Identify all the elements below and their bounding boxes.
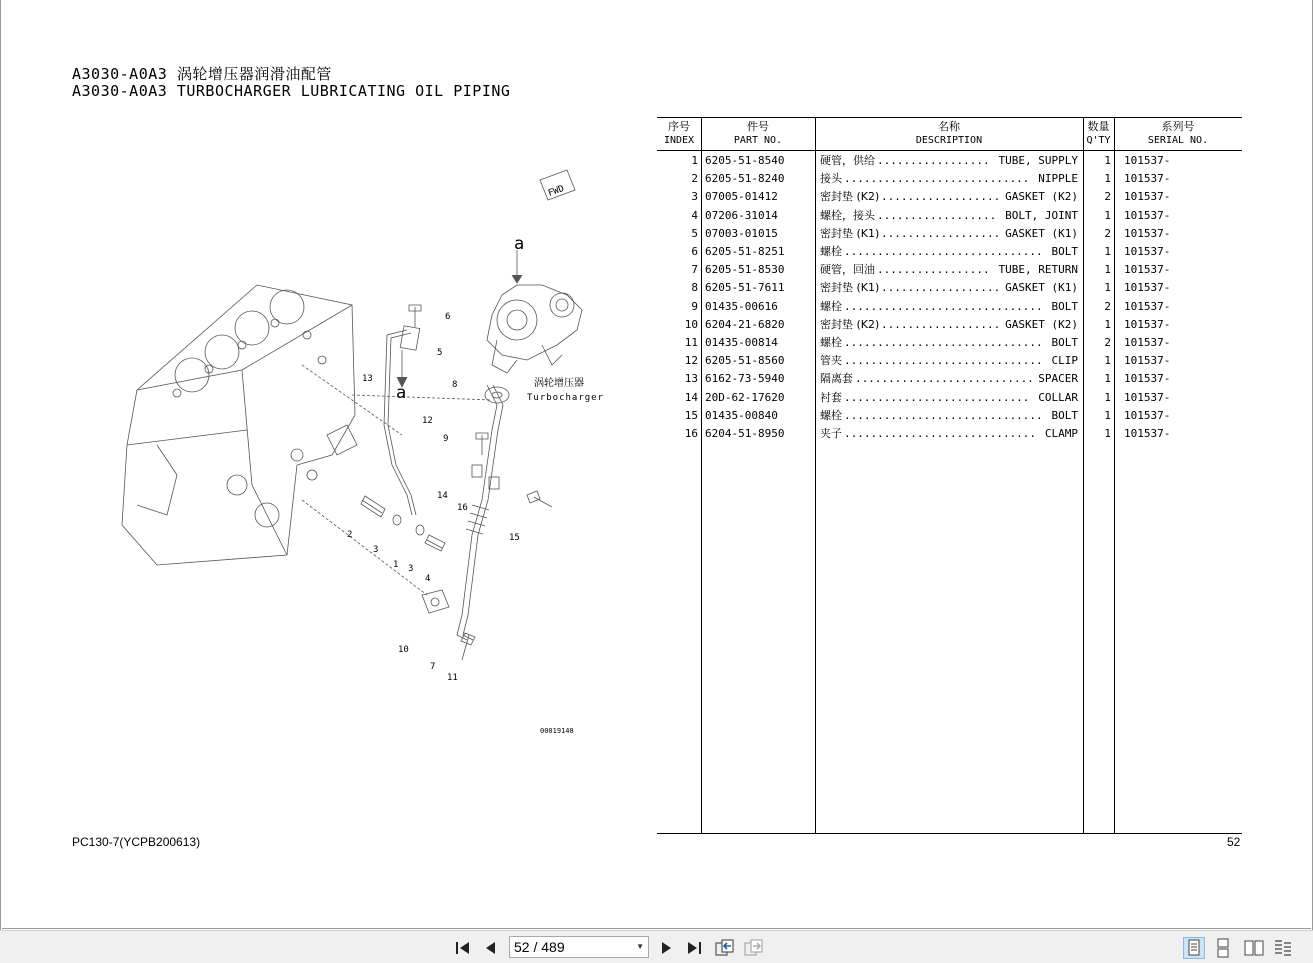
row-index: 6 (691, 245, 698, 258)
callout-15: 15 (509, 533, 520, 543)
parts-table (657, 117, 1242, 834)
model-code: PC130-7(YCPB200613) (72, 835, 201, 849)
row-serial: 101537- (1124, 154, 1171, 167)
row-leader-dots: .................. (881, 317, 1001, 331)
row-part-no: 07003-01015 (705, 226, 778, 240)
fwd-label: FWD (546, 183, 566, 199)
page-display: 52 / 489 (514, 939, 565, 955)
row-leader-dots: .............................. (844, 299, 1043, 313)
row-qty: 2 (1104, 299, 1111, 313)
callout-13: 13 (362, 374, 373, 384)
row-leader-dots: .............................. (844, 408, 1043, 422)
row-qty: 1 (1104, 172, 1111, 186)
row-part-no: 20D-62-17620 (705, 390, 785, 404)
row-qty: 2 (1104, 336, 1111, 349)
header-serial: 系列号 SERIAL NO. (1147, 120, 1209, 146)
row-desc-en: CLAMP (1044, 427, 1078, 440)
row-index: 16 (684, 427, 698, 440)
table-row (657, 152, 1242, 170)
view-label-a: a (514, 234, 525, 254)
row-desc-cn: 螺栓 (820, 336, 842, 349)
callout-14: 14 (437, 491, 448, 501)
row-qty: 2 (1104, 190, 1111, 204)
row-leader-dots: ................. (877, 154, 990, 167)
row-desc-en: GASKET (K1) (1005, 226, 1078, 240)
last-page-icon[interactable] (683, 937, 705, 959)
row-desc-en: SPACER (1038, 372, 1078, 386)
single-page-view-icon[interactable] (1183, 937, 1205, 959)
row-qty: 1 (1104, 372, 1111, 386)
callout-3: 3 (373, 545, 379, 555)
row-qty: 1 (1104, 281, 1111, 295)
table-row (657, 298, 1242, 316)
go-back-icon[interactable] (713, 937, 735, 959)
row-part-no: 01435-00616 (705, 299, 778, 313)
table-row (657, 352, 1242, 370)
row-qty: 1 (1104, 427, 1111, 440)
row-index: 8 (691, 281, 698, 295)
callout-7: 7 (430, 662, 436, 672)
row-leader-dots: .................. (881, 226, 1001, 240)
header-qty: 数量 Q'TY (1086, 120, 1111, 146)
row-desc-cn: 螺栓 (820, 408, 842, 422)
row-desc-en: GASKET (K1) (1005, 281, 1078, 295)
table-row (657, 407, 1242, 425)
table-row (657, 170, 1242, 188)
prev-page-icon[interactable] (480, 937, 502, 959)
table-row (657, 207, 1242, 225)
callout-4: 4 (425, 574, 431, 584)
table-row (657, 225, 1242, 243)
row-index: 4 (691, 208, 698, 222)
row-desc-en: TUBE, RETURN (998, 263, 1078, 277)
row-part-no: 07206-31014 (705, 208, 778, 222)
row-leader-dots: .................. (877, 208, 997, 222)
row-desc-en: COLLAR (1038, 390, 1078, 404)
page-number: 52 (1227, 835, 1241, 849)
row-qty: 1 (1104, 408, 1111, 422)
callout-6: 6 (445, 312, 451, 322)
row-desc-cn: 硬管，回油 (820, 263, 875, 277)
row-index: 11 (684, 336, 698, 349)
navigation-toolbar (0, 930, 1313, 963)
table-row (657, 243, 1242, 261)
row-index: 15 (684, 408, 698, 422)
row-desc-en: CLIP (1051, 354, 1078, 368)
row-part-no: 6205-51-8540 (705, 154, 785, 167)
turbo-label-cn: 涡轮增压器 (534, 378, 584, 389)
row-serial: 101537- (1124, 299, 1171, 313)
row-index: 12 (684, 354, 698, 368)
row-serial: 101537- (1124, 408, 1171, 422)
row-desc-cn: 接头 (820, 172, 842, 186)
row-desc-cn: 螺栓 (820, 299, 842, 313)
table-row (657, 389, 1242, 407)
row-index: 7 (691, 263, 698, 277)
row-desc-cn: 衬套 (820, 390, 842, 404)
facing-view-icon[interactable] (1243, 937, 1265, 959)
header-index: 序号 INDEX (663, 120, 695, 146)
row-qty: 2 (1104, 226, 1111, 240)
go-forward-icon[interactable] (742, 937, 764, 959)
page-number-input[interactable] (509, 936, 649, 958)
row-desc-en: GASKET (K2) (1005, 190, 1078, 204)
row-index: 10 (684, 317, 698, 331)
row-qty: 1 (1104, 317, 1111, 331)
row-serial: 101537- (1124, 208, 1171, 222)
turbo-label-en: Turbocharger (527, 393, 605, 403)
table-row (657, 425, 1242, 443)
callout-5: 5 (437, 348, 443, 358)
row-serial: 101537- (1124, 427, 1171, 440)
callout-8: 8 (452, 380, 458, 390)
row-desc-cn: 密封垫 (K1) (820, 281, 880, 295)
row-desc-en: BOLT (1051, 408, 1078, 422)
row-desc-cn: 螺栓，接头 (820, 208, 875, 222)
row-leader-dots: .............................. (844, 245, 1043, 258)
row-serial: 101537- (1124, 172, 1171, 186)
row-leader-dots: ................. (877, 263, 990, 277)
row-leader-dots: .............................. (844, 336, 1043, 349)
row-index: 3 (691, 190, 698, 204)
row-serial: 101537- (1124, 281, 1171, 295)
row-desc-cn: 隔离套 (820, 372, 853, 386)
row-desc-cn: 硬管，供给 (820, 154, 875, 167)
row-qty: 1 (1104, 245, 1111, 258)
row-serial: 101537- (1124, 390, 1171, 404)
row-desc-en: GASKET (K2) (1005, 317, 1078, 331)
table-row (657, 370, 1242, 388)
row-desc-en: BOLT, JOINT (1005, 208, 1078, 222)
row-qty: 1 (1104, 154, 1111, 167)
row-leader-dots: ............................. (844, 427, 1037, 440)
row-index: 14 (684, 390, 698, 404)
row-qty: 1 (1104, 390, 1111, 404)
row-desc-cn: 螺栓 (820, 245, 842, 258)
page-title-cn: A3030-A0A3 涡轮增压器润滑油配管 (72, 65, 332, 83)
row-index: 5 (691, 226, 698, 240)
row-part-no: 6162-73-5940 (705, 372, 785, 386)
next-page-icon[interactable] (655, 937, 677, 959)
row-index: 1 (691, 154, 698, 167)
row-desc-cn: 夹子 (820, 427, 842, 440)
view-label-a-lower: a (396, 383, 407, 403)
row-qty: 1 (1104, 354, 1111, 368)
header-part-no: 件号 PART NO. (733, 120, 783, 146)
row-qty: 1 (1104, 263, 1111, 277)
first-page-icon[interactable] (452, 937, 474, 959)
row-leader-dots: .............................. (844, 354, 1043, 368)
table-row (657, 279, 1242, 297)
row-part-no: 6205-51-8240 (705, 172, 785, 186)
parts-diagram (97, 155, 617, 755)
chevron-down-icon[interactable]: ▼ (636, 942, 644, 951)
row-desc-en: BOLT (1051, 336, 1078, 349)
row-part-no: 6204-51-8950 (705, 427, 785, 440)
callout-9: 9 (443, 434, 449, 444)
table-row (657, 316, 1242, 334)
row-serial: 101537- (1124, 263, 1171, 277)
row-index: 2 (691, 172, 698, 186)
row-desc-cn: 密封垫 (K1) (820, 226, 880, 240)
row-serial: 101537- (1124, 317, 1171, 331)
callout-3b: 3 (408, 564, 414, 574)
row-desc-en: BOLT (1051, 245, 1078, 258)
drawing-code: 00019148 (540, 727, 574, 735)
row-desc-cn: 密封垫 (K2) (820, 317, 880, 331)
row-index: 13 (684, 372, 698, 386)
row-part-no: 6205-51-8560 (705, 354, 785, 368)
callout-2: 2 (347, 530, 353, 540)
row-desc-en: NIPPLE (1038, 172, 1078, 186)
row-desc-cn: 密封垫 (K2) (820, 190, 880, 204)
table-row (657, 188, 1242, 206)
row-leader-dots: ........................... (855, 372, 1034, 386)
table-header-rule (657, 150, 1242, 151)
table-bottom-rule (657, 833, 1242, 834)
continuous-view-icon[interactable] (1212, 937, 1234, 959)
row-serial: 101537- (1124, 245, 1171, 258)
row-leader-dots: .................. (881, 190, 1001, 204)
table-top-rule (657, 117, 1242, 118)
continuous-facing-view-icon[interactable] (1272, 937, 1294, 959)
callout-16: 16 (457, 503, 468, 513)
row-desc-en: BOLT (1051, 299, 1078, 313)
row-desc-cn: 管夹 (820, 354, 842, 368)
row-serial: 101537- (1124, 190, 1171, 204)
table-row (657, 261, 1242, 279)
row-qty: 1 (1104, 208, 1111, 222)
callout-11: 11 (447, 673, 458, 683)
callout-12: 12 (422, 416, 433, 426)
callout-10: 10 (398, 645, 409, 655)
row-serial: 101537- (1124, 336, 1171, 349)
row-desc-en: TUBE, SUPPLY (998, 154, 1078, 167)
row-part-no: 01435-00814 (705, 336, 778, 349)
row-part-no: 6205-51-8530 (705, 263, 785, 277)
row-part-no: 6205-51-8251 (705, 245, 785, 258)
row-part-no: 6204-21-6820 (705, 317, 785, 331)
row-index: 9 (691, 299, 698, 313)
row-serial: 101537- (1124, 372, 1171, 386)
document-page (2, 0, 1311, 929)
row-leader-dots: .................. (881, 281, 1001, 295)
row-serial: 101537- (1124, 354, 1171, 368)
header-description: 名称 DESCRIPTION (915, 120, 983, 146)
table-row (657, 334, 1242, 352)
row-part-no: 01435-00840 (705, 408, 778, 422)
row-part-no: 07005-01412 (705, 190, 778, 204)
row-serial: 101537- (1124, 226, 1171, 240)
row-leader-dots: ............................ (844, 390, 1030, 404)
callout-1: 1 (393, 560, 399, 570)
row-leader-dots: ............................ (844, 172, 1030, 186)
row-part-no: 6205-51-7611 (705, 281, 785, 295)
page-title-en: A3030-A0A3 TURBOCHARGER LUBRICATING OIL PIPING (72, 82, 511, 100)
